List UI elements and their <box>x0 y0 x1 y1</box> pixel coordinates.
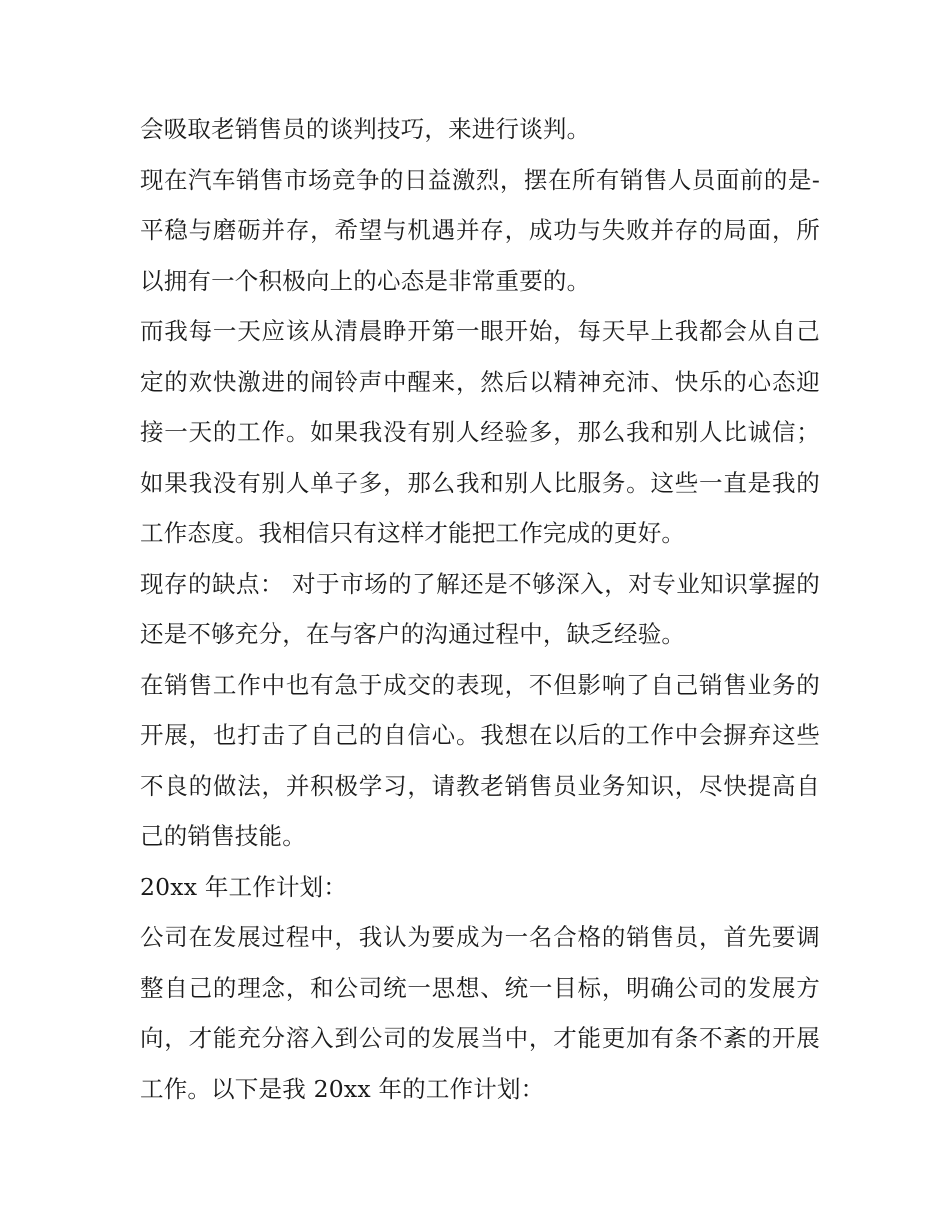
paragraph-1: 会吸取老销售员的谈判技巧，来进行谈判。 <box>140 115 591 143</box>
paragraph-5: 在销售工作中也有急于成交的表现，不但影响了自己销售业务的开展，也打击了自己的自信心。我想在以后的工作中会摒弃这些不良的做法，并积极学习，请教老销售员业务知识，尽快提高自己的销售技能。 <box>140 670 820 850</box>
section-heading-plan: 20xx 年工作计划： <box>140 872 348 901</box>
paragraph-7: 公司在发展过程中，我认为要成为一名合格的销售员，首先要调整自己的理念，和公司统一思想、统一目标，明确公司的发展方向，才能充分溶入到公司的发展当中，才能更加有条不紊的开展工作。以下是我 20xx 年的工作计划： <box>140 923 820 1103</box>
paragraph-2: 现在汽车销售市场竞争的日益激烈，摆在所有销售人员面前的是-平稳与磨砺并存，希望与机遇并存，成功与失败并存的局面，所以拥有一个积极向上的心态是非常重要的。 <box>140 165 820 295</box>
paragraph-4: 现存的缺点： 对于市场的了解还是不够深入，对专业知识掌握的还是不够充分，在与客户的沟通过程中，缺乏经验。 <box>140 569 820 648</box>
document-body <box>140 104 820 1114</box>
paragraph-3: 而我每一天应该从清晨睁开第一眼开始，每天早上我都会从自己定的欢快激进的闹铃声中醒来，然后以精神充沛、快乐的心态迎接一天的工作。如果我没有别人经验多，那么我和别人比诚信；如果我没有别人单子多，那么我和别人比服务。这些一直是我的工作态度。我相信只有这样才能把工作完成的更好。 <box>140 317 820 547</box>
